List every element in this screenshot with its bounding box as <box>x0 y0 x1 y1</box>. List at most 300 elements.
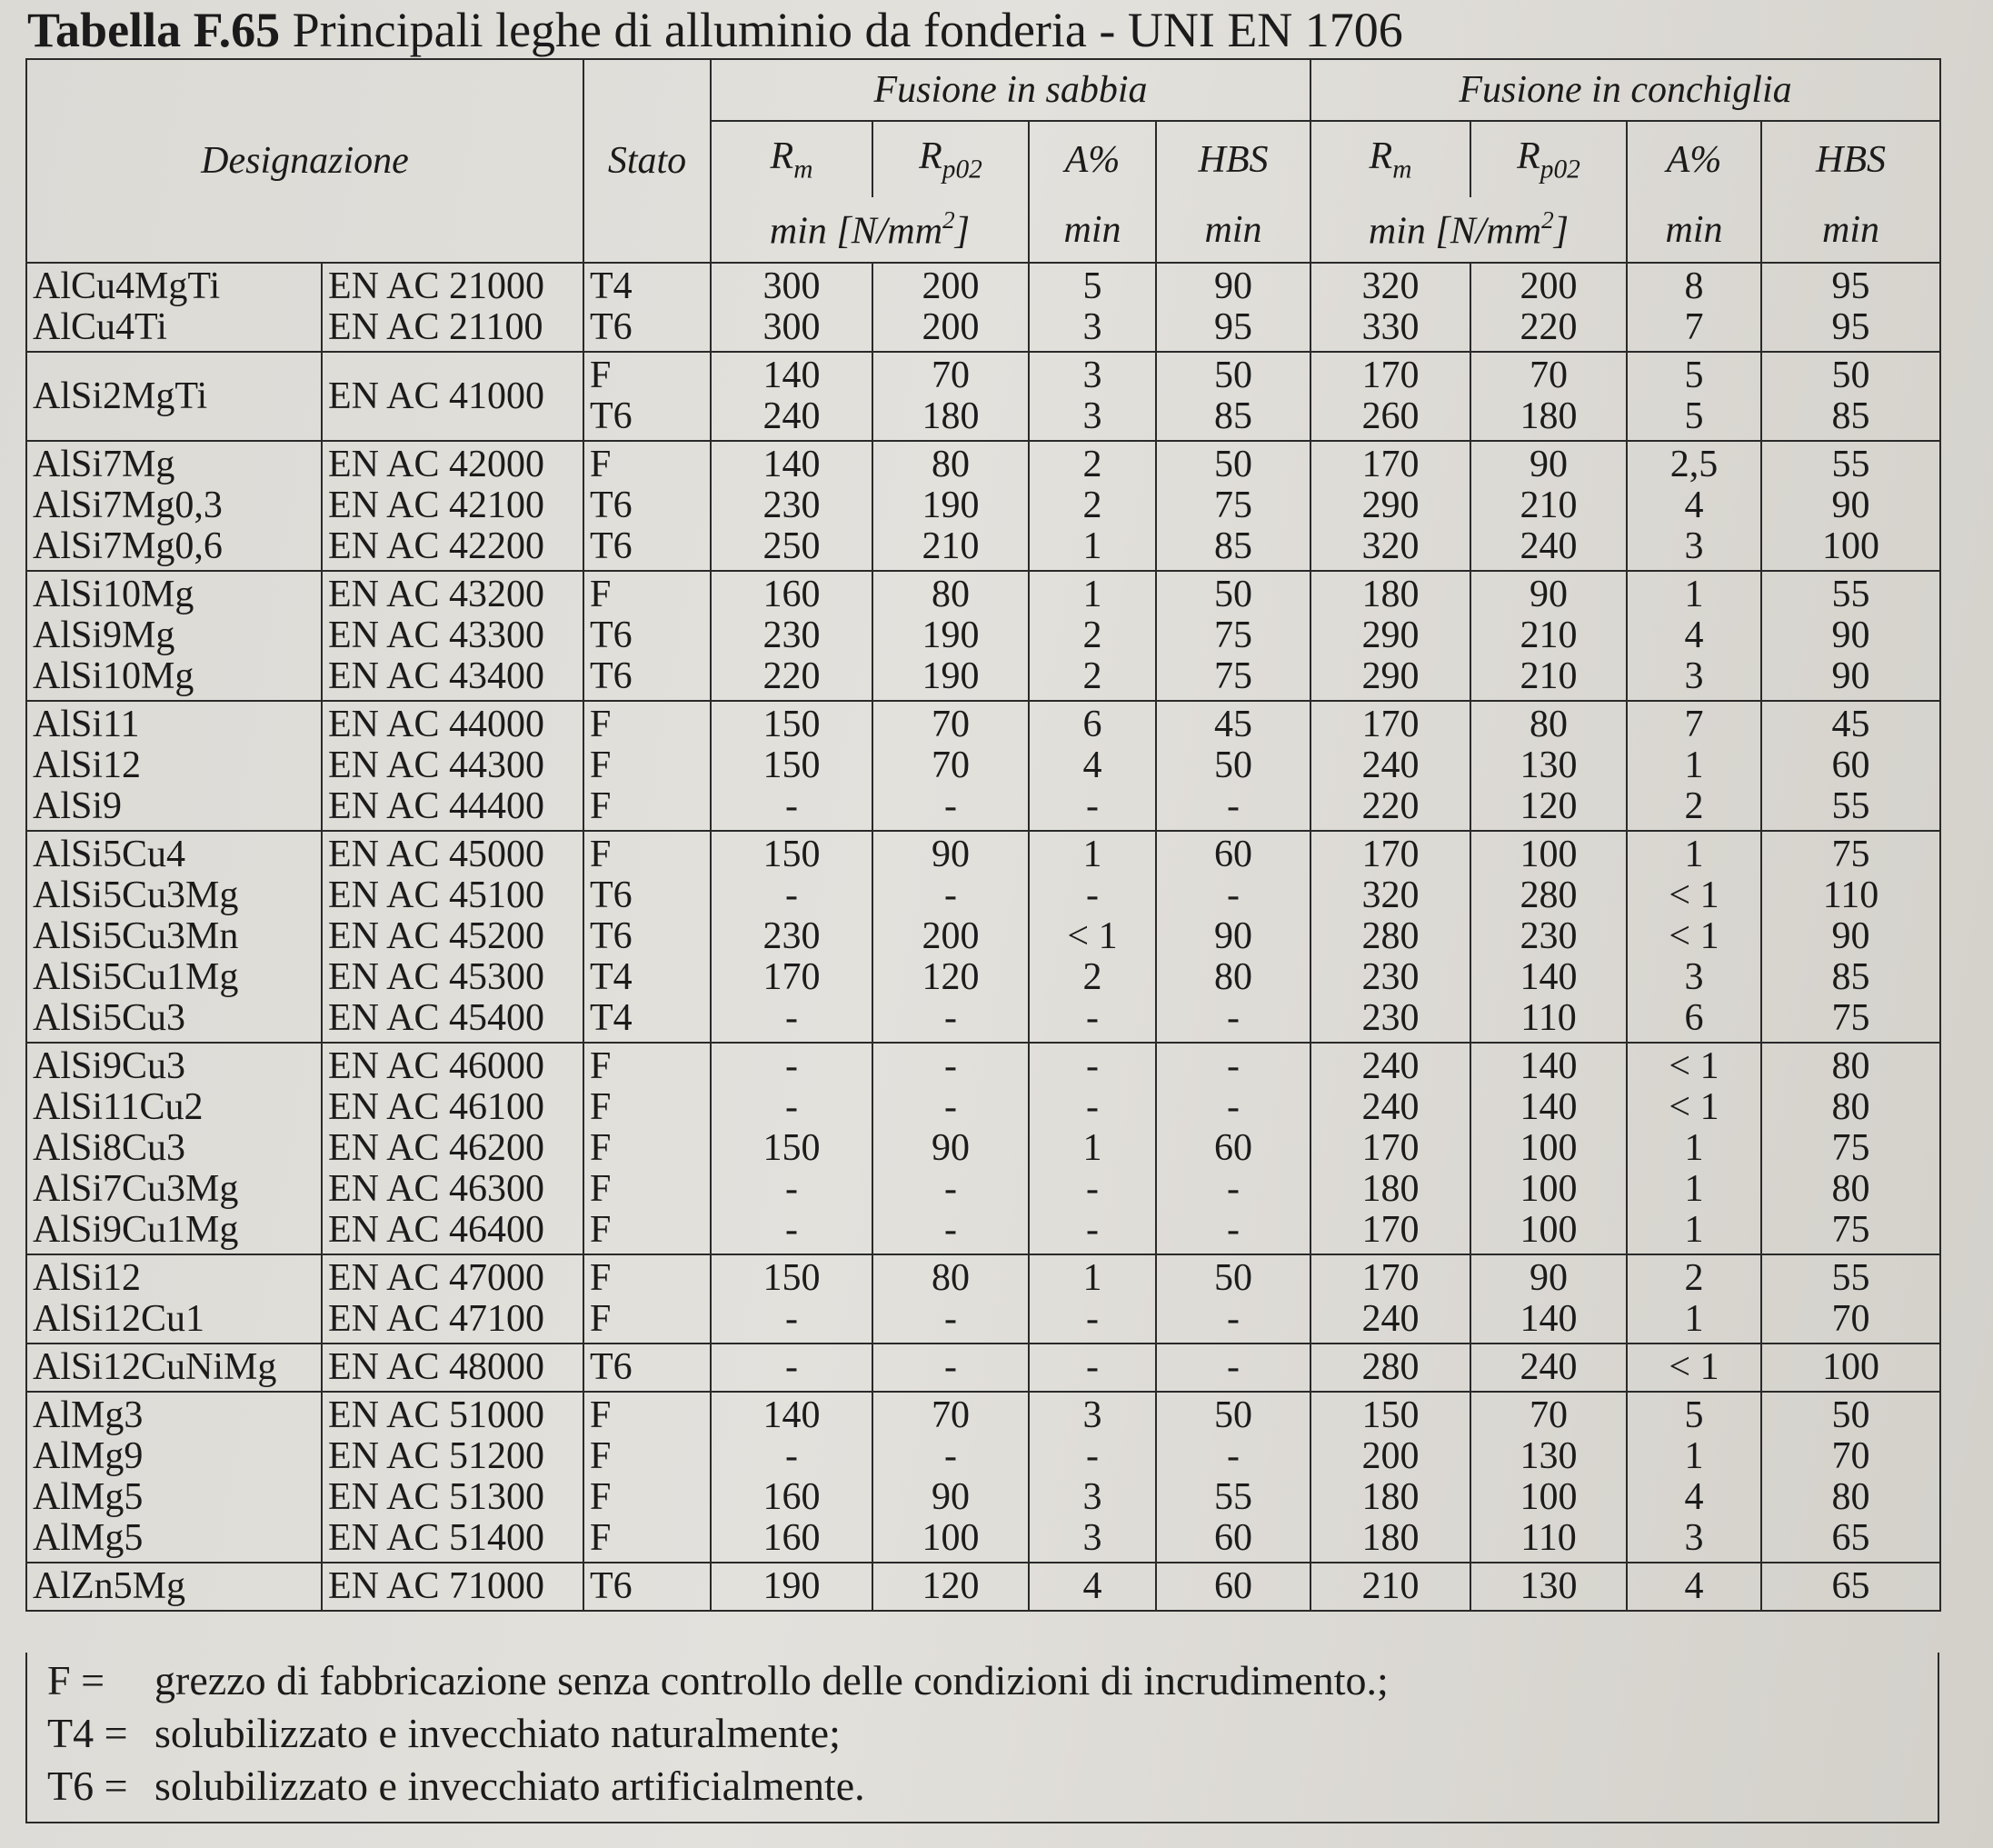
alloy-name: AlZn5Mg <box>33 1565 185 1607</box>
alloy-name-cell <box>26 263 322 352</box>
sabbia-rm: 240 <box>762 395 821 437</box>
sabbia-a: 2 <box>1082 484 1102 526</box>
conchiglia-rm: 280 <box>1361 915 1420 957</box>
conchiglia-hbs-cell <box>1761 831 1940 1043</box>
sabbia-rm: 230 <box>762 614 821 656</box>
sabbia-rm: - <box>785 874 798 916</box>
conchiglia-rp02: 210 <box>1520 614 1578 656</box>
sabbia-rm: 170 <box>762 956 821 998</box>
alloy-name: AlSi12Cu1 <box>33 1298 205 1340</box>
sabbia-rp02: 120 <box>922 1565 980 1607</box>
alloy-name-cell <box>26 352 322 441</box>
sabbia-a-cell <box>1029 352 1156 441</box>
sabbia-rp02: 70 <box>932 355 970 396</box>
sabbia-a: 2 <box>1082 444 1102 485</box>
alloy-name-cell <box>26 831 322 1043</box>
alloy-name: AlSi9Cu3 <box>33 1045 186 1087</box>
table-row <box>26 1043 1940 1254</box>
en-code: EN AC 44000 <box>328 704 545 745</box>
conchiglia-rm-cell <box>1310 352 1470 441</box>
conchiglia-a-cell <box>1627 1563 1761 1611</box>
sabbia-a: 6 <box>1082 704 1102 745</box>
sabbia-a: 4 <box>1082 744 1102 786</box>
table-row <box>26 1563 1940 1611</box>
sabbia-rm-cell <box>711 263 872 352</box>
temper-state-cell <box>583 1392 711 1563</box>
alloy-name-cell <box>26 1344 322 1392</box>
sabbia-a: 1 <box>1082 574 1102 615</box>
sabbia-hbs-cell <box>1156 1254 1310 1344</box>
sabbia-a: 3 <box>1082 355 1102 396</box>
header-conchiglia-a: A% <box>1627 121 1761 197</box>
sabbia-hbs: 60 <box>1214 834 1252 875</box>
sabbia-hbs: 50 <box>1214 1394 1252 1436</box>
sabbia-hbs: - <box>1227 1086 1240 1128</box>
en-code-cell <box>322 441 583 571</box>
conchiglia-rm: 180 <box>1361 1168 1420 1210</box>
sabbia-rp02: 120 <box>922 956 980 998</box>
temper-state: F <box>590 1394 612 1436</box>
sabbia-a: - <box>1086 1045 1099 1087</box>
temper-state: F <box>590 1127 612 1169</box>
sabbia-hbs: - <box>1227 1209 1240 1251</box>
conchiglia-rm: 210 <box>1361 1565 1420 1607</box>
note-f: F = grezzo di fabbricazione senza controllo delle condizioni di incrudimento.; <box>47 1657 1389 1703</box>
sabbia-rp02-cell <box>872 1563 1029 1611</box>
sabbia-rp02: - <box>944 1298 957 1340</box>
sabbia-hbs: 75 <box>1214 614 1252 656</box>
temper-state: F <box>590 1476 612 1518</box>
conchiglia-rm: 290 <box>1361 655 1420 697</box>
sabbia-hbs: 50 <box>1214 1257 1252 1299</box>
header-stato: Stato <box>583 59 711 263</box>
sabbia-a: - <box>1086 1435 1099 1477</box>
sabbia-rm-cell <box>711 831 872 1043</box>
conchiglia-rp02: 100 <box>1520 1476 1578 1518</box>
conchiglia-hbs: 75 <box>1831 834 1870 875</box>
en-code-cell <box>322 831 583 1043</box>
alloy-name: AlSi9 <box>33 785 123 827</box>
sabbia-hbs: - <box>1227 874 1240 916</box>
alloy-name-cell <box>26 701 322 831</box>
conchiglia-hbs-cell <box>1761 263 1940 352</box>
temper-state: F <box>590 785 612 827</box>
sabbia-rp02: - <box>944 874 957 916</box>
conchiglia-hbs: 55 <box>1831 444 1870 485</box>
note-t4: T4 = solubilizzato e invecchiato naturalmente; <box>47 1710 841 1756</box>
conchiglia-a: < 1 <box>1669 1086 1719 1128</box>
sabbia-a: - <box>1086 1168 1099 1210</box>
conchiglia-rp02: 210 <box>1520 655 1578 697</box>
sabbia-a: - <box>1086 1209 1099 1251</box>
sabbia-rp02-cell <box>872 263 1029 352</box>
temper-state: T6 <box>590 1565 633 1607</box>
sabbia-a: - <box>1086 874 1099 916</box>
sabbia-hbs: 50 <box>1214 444 1252 485</box>
sabbia-rp02: 190 <box>922 655 980 697</box>
sabbia-hbs-cell <box>1156 1043 1310 1254</box>
header-sabbia-rm: $R_m$ <box>711 121 872 197</box>
en-code-cell <box>322 701 583 831</box>
conchiglia-a: 5 <box>1684 355 1704 396</box>
conchiglia-a: 1 <box>1684 574 1704 615</box>
en-code-cell <box>322 1344 583 1392</box>
en-code: EN AC 45200 <box>328 915 545 957</box>
conchiglia-rm: 260 <box>1361 395 1420 437</box>
sabbia-rm: - <box>785 1045 798 1087</box>
sabbia-rm: 300 <box>762 265 821 307</box>
header-fusione-conchiglia: Fusione in conchiglia <box>1310 59 1940 121</box>
conchiglia-a: 5 <box>1684 1394 1704 1436</box>
sabbia-rm: - <box>785 1086 798 1128</box>
conchiglia-rp02: 100 <box>1520 834 1578 875</box>
conchiglia-a: 1 <box>1684 1298 1704 1340</box>
alloy-name: AlSi7Mg0,6 <box>33 525 223 567</box>
temper-state: F <box>590 1517 612 1559</box>
conchiglia-rp02-cell <box>1470 571 1627 701</box>
sabbia-hbs: - <box>1227 1045 1240 1087</box>
conchiglia-rp02: 90 <box>1530 1257 1568 1299</box>
sabbia-rm-cell <box>711 701 872 831</box>
sabbia-rp02-cell <box>872 1254 1029 1344</box>
conchiglia-hbs: 75 <box>1831 1209 1870 1251</box>
conchiglia-a: 4 <box>1684 1476 1704 1518</box>
alloy-name-cell <box>26 441 322 571</box>
temper-state: T4 <box>590 265 633 307</box>
conchiglia-hbs: 95 <box>1831 306 1870 348</box>
temper-state-cell <box>583 1344 711 1392</box>
sabbia-a: 1 <box>1082 834 1102 875</box>
alloy-name: AlSi11Cu2 <box>33 1086 204 1128</box>
conchiglia-hbs: 55 <box>1831 574 1870 615</box>
sabbia-hbs: 80 <box>1214 956 1252 998</box>
conchiglia-rp02: 210 <box>1520 484 1578 526</box>
table-row <box>26 701 1940 831</box>
conchiglia-rp02-cell <box>1470 1344 1627 1392</box>
temper-state-cell <box>583 1563 711 1611</box>
conchiglia-hbs: 80 <box>1831 1476 1870 1518</box>
conchiglia-a: 1 <box>1684 1435 1704 1477</box>
sabbia-rp02: 80 <box>932 574 970 615</box>
conchiglia-rm: 320 <box>1361 874 1420 916</box>
sabbia-rm: 150 <box>762 834 821 875</box>
conchiglia-rp02: 140 <box>1520 956 1578 998</box>
en-code: EN AC 44300 <box>328 744 545 786</box>
sabbia-a-cell <box>1029 441 1156 571</box>
conchiglia-rm: 170 <box>1361 444 1420 485</box>
conchiglia-a-cell <box>1627 831 1761 1043</box>
conchiglia-a: 2,5 <box>1669 444 1719 485</box>
conchiglia-rm-cell <box>1310 1043 1470 1254</box>
temper-state: F <box>590 574 612 615</box>
conchiglia-rm: 290 <box>1361 484 1420 526</box>
header-sabbia-a: A% <box>1029 121 1156 197</box>
sabbia-rm: 140 <box>762 1394 821 1436</box>
temper-state: F <box>590 444 612 485</box>
conchiglia-rm: 240 <box>1361 744 1420 786</box>
conchiglia-rp02: 140 <box>1520 1086 1578 1128</box>
conchiglia-a-cell <box>1627 1392 1761 1563</box>
sabbia-rp02: 70 <box>932 744 970 786</box>
sabbia-rm: 220 <box>762 655 821 697</box>
sabbia-a-cell <box>1029 263 1156 352</box>
sabbia-a-cell <box>1029 701 1156 831</box>
conchiglia-rm: 180 <box>1361 1476 1420 1518</box>
conchiglia-hbs-cell <box>1761 1392 1940 1563</box>
sabbia-rm-cell <box>711 1392 872 1563</box>
sabbia-hbs: 75 <box>1214 484 1252 526</box>
temper-state-cell <box>583 831 711 1043</box>
sabbia-a-cell <box>1029 831 1156 1043</box>
sabbia-hbs-cell <box>1156 352 1310 441</box>
conchiglia-a: 1 <box>1684 1209 1704 1251</box>
alloy-name-cell <box>26 571 322 701</box>
conchiglia-rm-cell <box>1310 701 1470 831</box>
conchiglia-hbs: 85 <box>1831 395 1870 437</box>
conchiglia-a: 7 <box>1684 704 1704 745</box>
sabbia-rp02: 90 <box>932 1127 970 1169</box>
conchiglia-rm-cell <box>1310 1254 1470 1344</box>
sabbia-a: < 1 <box>1067 915 1118 957</box>
alloy-name: AlMg9 <box>33 1435 144 1477</box>
sabbia-a: 1 <box>1082 1127 1102 1169</box>
table-row <box>26 263 1940 352</box>
sabbia-a-cell <box>1029 571 1156 701</box>
conchiglia-rm: 200 <box>1361 1435 1420 1477</box>
sabbia-hbs: 90 <box>1214 265 1252 307</box>
sabbia-rm: 230 <box>762 484 821 526</box>
sabbia-rm: - <box>785 1168 798 1210</box>
temper-state: F <box>590 1168 612 1210</box>
en-code: EN AC 42200 <box>328 525 545 567</box>
sabbia-hbs-cell <box>1156 263 1310 352</box>
conchiglia-a: < 1 <box>1669 874 1719 916</box>
sabbia-rm-cell <box>711 1563 872 1611</box>
en-code-cell <box>322 1254 583 1344</box>
conchiglia-rm-cell <box>1310 1563 1470 1611</box>
header-fusione-sabbia: Fusione in sabbia <box>711 59 1310 121</box>
conchiglia-hbs: 75 <box>1831 997 1870 1039</box>
sabbia-a: 3 <box>1082 1394 1102 1436</box>
conchiglia-rm: 170 <box>1361 704 1420 745</box>
conchiglia-a: 1 <box>1684 1127 1704 1169</box>
temper-state-cell <box>583 441 711 571</box>
sabbia-rm: - <box>785 1209 798 1251</box>
sabbia-a: 3 <box>1082 306 1102 348</box>
alloy-name: AlSi7Mg0,3 <box>33 484 223 526</box>
sabbia-rp02: 200 <box>922 265 980 307</box>
conchiglia-rm: 170 <box>1361 834 1420 875</box>
conchiglia-hbs: 80 <box>1831 1168 1870 1210</box>
sabbia-rp02: - <box>944 1346 957 1388</box>
sabbia-a: 2 <box>1082 956 1102 998</box>
alloy-name: AlSi12 <box>33 744 142 786</box>
conchiglia-a: < 1 <box>1669 915 1719 957</box>
conchiglia-a-cell <box>1627 263 1761 352</box>
conchiglia-a: 2 <box>1684 785 1704 827</box>
header-conchiglia-hbs: HBS <box>1761 121 1940 197</box>
sabbia-rp02: - <box>944 1086 957 1128</box>
sabbia-a: 2 <box>1082 614 1102 656</box>
temper-state: F <box>590 834 612 875</box>
conchiglia-rp02: 200 <box>1520 265 1578 307</box>
temper-state: F <box>590 1435 612 1477</box>
conchiglia-a-cell <box>1627 701 1761 831</box>
sabbia-hbs: - <box>1227 1435 1240 1477</box>
conchiglia-hbs: 55 <box>1831 785 1870 827</box>
conchiglia-rp02: 140 <box>1520 1045 1578 1087</box>
sabbia-a: 4 <box>1082 1565 1102 1607</box>
sabbia-a-cell <box>1029 1344 1156 1392</box>
temper-state: T6 <box>590 395 633 437</box>
temper-state-cell <box>583 571 711 701</box>
conchiglia-rp02-cell <box>1470 1043 1627 1254</box>
conchiglia-rm: 240 <box>1361 1045 1420 1087</box>
sabbia-a-cell <box>1029 1392 1156 1563</box>
sabbia-rm: 250 <box>762 525 821 567</box>
en-code: EN AC 42100 <box>328 484 545 526</box>
sabbia-hbs: 90 <box>1214 915 1252 957</box>
sabbia-hbs: 60 <box>1214 1127 1252 1169</box>
conchiglia-rp02: 100 <box>1520 1209 1578 1251</box>
conchiglia-hbs: 45 <box>1831 704 1870 745</box>
sabbia-a: 2 <box>1082 655 1102 697</box>
en-code-cell <box>322 352 583 441</box>
conchiglia-hbs: 75 <box>1831 1127 1870 1169</box>
conchiglia-rm: 280 <box>1361 1346 1420 1388</box>
alloy-name: AlSi7Cu3Mg <box>33 1168 239 1210</box>
sabbia-hbs-cell <box>1156 701 1310 831</box>
conchiglia-rm-cell <box>1310 831 1470 1043</box>
sabbia-hbs: 75 <box>1214 655 1252 697</box>
temper-state: T6 <box>590 655 633 697</box>
sabbia-rp02: 180 <box>922 395 980 437</box>
alloy-name: AlSi12 <box>33 1257 142 1299</box>
conchiglia-hbs: 85 <box>1831 956 1870 998</box>
conchiglia-rm: 320 <box>1361 525 1420 567</box>
header-designazione: Designazione <box>26 59 583 263</box>
conchiglia-rp02: 100 <box>1520 1168 1578 1210</box>
en-code: EN AC 47000 <box>328 1257 545 1299</box>
conchiglia-rp02: 110 <box>1520 997 1577 1039</box>
en-code: EN AC 46100 <box>328 1086 545 1128</box>
conchiglia-rp02-cell <box>1470 701 1627 831</box>
conchiglia-rm: 320 <box>1361 265 1420 307</box>
sabbia-a: - <box>1086 785 1099 827</box>
sabbia-rp02: 210 <box>922 525 980 567</box>
en-code: EN AC 45100 <box>328 874 545 916</box>
table-row <box>26 1344 1940 1392</box>
header-conchiglia-rm: $R_m$ <box>1310 121 1470 197</box>
en-code-cell <box>322 1563 583 1611</box>
conchiglia-rp02: 140 <box>1520 1298 1578 1340</box>
sabbia-a: - <box>1086 997 1099 1039</box>
en-code: EN AC 42000 <box>328 444 545 485</box>
en-code: EN AC 43400 <box>328 655 545 697</box>
conchiglia-a: 4 <box>1684 1565 1704 1607</box>
sabbia-rp02: 200 <box>922 915 980 957</box>
sabbia-hbs: 50 <box>1214 355 1252 396</box>
conchiglia-rp02: 70 <box>1530 1394 1568 1436</box>
conchiglia-a-cell <box>1627 352 1761 441</box>
alloy-name: AlMg5 <box>33 1476 144 1518</box>
conchiglia-a-cell <box>1627 441 1761 571</box>
conchiglia-a: 8 <box>1684 265 1704 307</box>
conchiglia-a: < 1 <box>1669 1346 1719 1388</box>
temper-state: T6 <box>590 525 633 567</box>
sabbia-rp02-cell <box>872 831 1029 1043</box>
sabbia-rp02-cell <box>872 571 1029 701</box>
header-conchiglia-a-min: min <box>1627 197 1761 263</box>
conchiglia-rp02-cell <box>1470 1392 1627 1563</box>
sabbia-rp02: - <box>944 1045 957 1087</box>
conchiglia-rm: 180 <box>1361 574 1420 615</box>
conchiglia-hbs-cell <box>1761 1254 1940 1344</box>
en-code: EN AC 46300 <box>328 1168 545 1210</box>
conchiglia-a: 1 <box>1684 1168 1704 1210</box>
sabbia-rm-cell <box>711 1043 872 1254</box>
sabbia-hbs: 50 <box>1214 744 1252 786</box>
sabbia-rm-cell <box>711 1344 872 1392</box>
alloy-name: AlSi5Cu3Mg <box>33 874 239 916</box>
header-sabbia-rp02: $R_{p02}$ <box>872 121 1029 197</box>
sabbia-a-cell <box>1029 1254 1156 1344</box>
temper-state: F <box>590 1086 612 1128</box>
conchiglia-a: 1 <box>1684 834 1704 875</box>
sabbia-a: 3 <box>1082 1517 1102 1559</box>
sabbia-rp02: 80 <box>932 444 970 485</box>
note-t6: T6 = solubilizzato e invecchiato artificialmente. <box>47 1763 865 1809</box>
conchiglia-hbs-cell <box>1761 1563 1940 1611</box>
alloy-name: AlSi10Mg <box>33 574 194 615</box>
conchiglia-rp02: 240 <box>1520 525 1578 567</box>
alloy-name: AlCu4MgTi <box>33 265 221 307</box>
conchiglia-a: 7 <box>1684 306 1704 348</box>
header-sabbia-hbs: HBS <box>1156 121 1310 197</box>
sabbia-hbs: 50 <box>1214 574 1252 615</box>
alloy-name: AlSi11 <box>33 704 140 745</box>
conchiglia-hbs: 65 <box>1831 1517 1870 1559</box>
alloy-name: AlSi5Cu1Mg <box>33 956 239 998</box>
sabbia-rm: 160 <box>762 574 821 615</box>
sabbia-rp02: 90 <box>932 834 970 875</box>
sabbia-hbs-cell <box>1156 441 1310 571</box>
temper-state-cell <box>583 352 711 441</box>
conchiglia-hbs: 90 <box>1831 484 1870 526</box>
sabbia-rm: 150 <box>762 744 821 786</box>
sabbia-rm-cell <box>711 352 872 441</box>
conchiglia-hbs: 90 <box>1831 614 1870 656</box>
sabbia-a: 3 <box>1082 395 1102 437</box>
en-code: EN AC 21100 <box>328 306 543 348</box>
conchiglia-hbs: 90 <box>1831 915 1870 957</box>
sabbia-rp02-cell <box>872 441 1029 571</box>
sabbia-rp02-cell <box>872 352 1029 441</box>
header-conchiglia-unit: $\min [N/mm^2]$ <box>1310 197 1627 263</box>
conchiglia-a: < 1 <box>1669 1045 1719 1087</box>
sabbia-rp02: - <box>944 1209 957 1251</box>
en-code-cell <box>322 263 583 352</box>
en-code: EN AC 51200 <box>328 1435 545 1477</box>
conchiglia-rm: 240 <box>1361 1086 1420 1128</box>
sabbia-rp02-cell <box>872 1344 1029 1392</box>
alloy-name: AlMg5 <box>33 1517 144 1559</box>
sabbia-rp02-cell <box>872 1392 1029 1563</box>
conchiglia-a-cell <box>1627 1254 1761 1344</box>
temper-state: T6 <box>590 306 633 348</box>
sabbia-a-cell <box>1029 1043 1156 1254</box>
sabbia-rm: - <box>785 1435 798 1477</box>
